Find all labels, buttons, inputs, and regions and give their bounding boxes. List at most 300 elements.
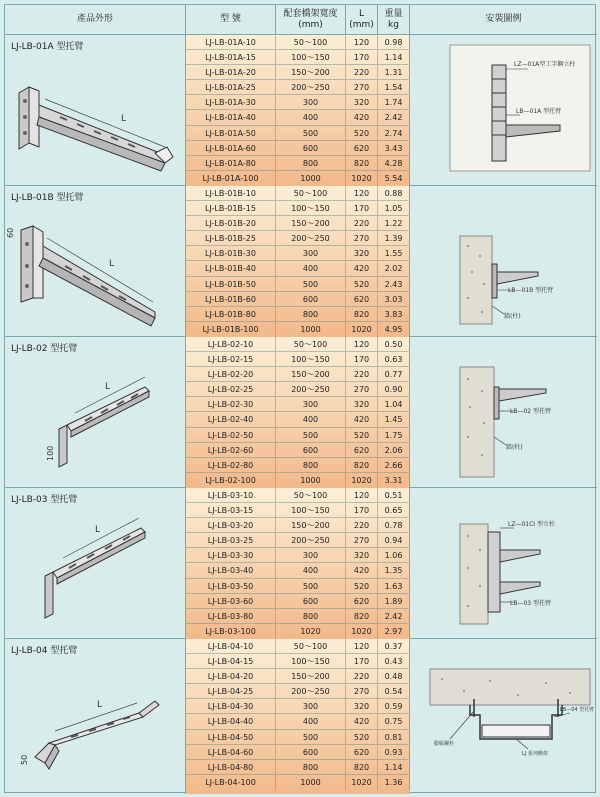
install-04-drawing (410, 639, 597, 790)
dim-h-label: 60 (6, 227, 15, 238)
table-row (186, 80, 410, 95)
table-row (186, 699, 410, 714)
group-lb-02 (5, 337, 597, 488)
table-row (186, 337, 410, 352)
length-cell: 420 (346, 261, 378, 275)
install-label-a: LZ—01CI 型立柱 (508, 521, 555, 528)
dim-h-label: 50 (20, 754, 29, 765)
dim-l-label: L (95, 525, 101, 535)
width-cell: 50～100 (276, 35, 346, 49)
model-cell: LJ-LB-03-80 (186, 609, 276, 623)
width-cell: 600 (276, 443, 346, 457)
weight-cell: 2.74 (378, 126, 410, 140)
header-install: 安裝圖例 (410, 5, 597, 35)
install-01b (410, 186, 597, 337)
width-cell: 800 (276, 307, 346, 321)
length-cell: 820 (346, 458, 378, 472)
length-cell: 320 (346, 246, 378, 260)
model-cell: LJ-LB-01A-100 (186, 171, 276, 186)
length-cell: 170 (346, 352, 378, 366)
width-cell: 150～200 (276, 65, 346, 79)
length-cell: 320 (346, 699, 378, 713)
group-lb-04 (5, 639, 597, 794)
dim-h-label: 100 (46, 445, 55, 461)
length-cell: 120 (346, 35, 378, 49)
spec-table (4, 4, 596, 793)
width-cell: 150～200 (276, 216, 346, 230)
table-row (186, 548, 410, 563)
length-cell: 620 (346, 443, 378, 457)
model-cell: LJ-LB-02-30 (186, 397, 276, 411)
length-cell: 420 (346, 563, 378, 577)
weight-cell: 1.35 (378, 563, 410, 577)
width-cell: 150～200 (276, 518, 346, 532)
weight-cell: 2.43 (378, 277, 410, 291)
table-row (186, 246, 410, 261)
width-cell: 300 (276, 246, 346, 260)
model-cell: LJ-LB-03-40 (186, 563, 276, 577)
table-row (186, 186, 410, 201)
table-row (186, 563, 410, 578)
weight-cell: 0.77 (378, 367, 410, 381)
model-cell: LJ-LB-01A-30 (186, 95, 276, 109)
bracket-03-drawing (5, 488, 186, 639)
weight-cell: 1.54 (378, 80, 410, 94)
length-cell: 420 (346, 412, 378, 426)
install-label-b: LB—01A 型托臂 (516, 108, 562, 115)
model-cell: LJ-LB-01B-40 (186, 261, 276, 275)
weight-cell: 5.54 (378, 171, 410, 186)
weight-cell: 0.51 (378, 488, 410, 502)
length-cell: 820 (346, 760, 378, 774)
width-cell: 1000 (276, 171, 346, 186)
group-title: LJ-LB-01A 型托臂 (11, 42, 84, 52)
width-cell: 50～100 (276, 186, 346, 200)
length-cell: 820 (346, 307, 378, 321)
weight-cell: 0.48 (378, 669, 410, 683)
width-cell: 300 (276, 699, 346, 713)
model-cell: LJ-LB-04-80 (186, 760, 276, 774)
width-cell: 200～250 (276, 231, 346, 245)
weight-cell: 0.98 (378, 35, 410, 49)
weight-cell: 1.04 (378, 397, 410, 411)
table-row (186, 714, 410, 729)
header-shape: 產品外形 (5, 5, 186, 35)
table-row (186, 730, 410, 745)
table-row (186, 684, 410, 699)
weight-cell: 0.94 (378, 533, 410, 547)
length-cell: 320 (346, 397, 378, 411)
length-cell: 420 (346, 714, 378, 728)
length-cell: 620 (346, 141, 378, 155)
width-cell: 50～100 (276, 488, 346, 502)
model-cell: LJ-LB-04-25 (186, 684, 276, 698)
model-cell: LJ-LB-01B-100 (186, 322, 276, 337)
weight-cell: 1.74 (378, 95, 410, 109)
model-cell: LJ-LB-03-25 (186, 533, 276, 547)
table-row (186, 488, 410, 503)
length-cell: 120 (346, 337, 378, 351)
model-cell: LJ-LB-01B-15 (186, 201, 276, 215)
table-row (186, 624, 410, 639)
model-cell: LJ-LB-04-30 (186, 699, 276, 713)
length-cell: 170 (346, 654, 378, 668)
bracket-01b-drawing (5, 186, 186, 337)
weight-cell: 3.03 (378, 292, 410, 306)
install-label-b: 膨脹螺栓 (434, 741, 455, 747)
model-cell: LJ-LB-01A-10 (186, 35, 276, 49)
model-cell: LJ-LB-01B-25 (186, 231, 276, 245)
length-cell: 170 (346, 50, 378, 64)
table-row (186, 322, 410, 337)
length-cell: 270 (346, 533, 378, 547)
table-row (186, 35, 410, 50)
header-width (276, 5, 346, 35)
width-cell: 500 (276, 428, 346, 442)
table-row (186, 639, 410, 654)
model-cell: LJ-LB-03-60 (186, 594, 276, 608)
model-cell: LJ-LB-04-40 (186, 714, 276, 728)
table-row (186, 382, 410, 397)
length-cell: 1020 (346, 775, 378, 790)
table-row (186, 352, 410, 367)
length-cell: 220 (346, 65, 378, 79)
weight-cell: 1.89 (378, 594, 410, 608)
shape-cell-03 (5, 488, 186, 639)
weight-cell: 1.14 (378, 760, 410, 774)
width-cell: 300 (276, 397, 346, 411)
install-03-drawing (410, 488, 597, 639)
width-cell: 1020 (276, 624, 346, 639)
weight-cell: 2.97 (378, 624, 410, 639)
weight-cell: 0.93 (378, 745, 410, 759)
length-cell: 220 (346, 367, 378, 381)
width-cell: 1000 (276, 322, 346, 337)
model-cell: LJ-LB-03-10 (186, 488, 276, 502)
weight-cell: 0.81 (378, 730, 410, 744)
width-cell: 400 (276, 563, 346, 577)
bracket-04-drawing (5, 639, 186, 790)
weight-cell: 0.63 (378, 352, 410, 366)
width-cell: 600 (276, 292, 346, 306)
table-row (186, 292, 410, 307)
model-cell: LJ-LB-01A-15 (186, 50, 276, 64)
install-label-b: 牆(柱) (504, 313, 521, 320)
weight-cell: 1.45 (378, 412, 410, 426)
width-cell: 500 (276, 277, 346, 291)
width-cell: 100～150 (276, 503, 346, 517)
group-title: LJ-LB-03 型托臂 (11, 495, 78, 505)
weight-cell: 0.50 (378, 337, 410, 351)
width-cell: 300 (276, 548, 346, 562)
table-row (186, 503, 410, 518)
header-width-line1: 配套橋架寬度 (283, 8, 338, 19)
model-cell: LJ-LB-01B-60 (186, 292, 276, 306)
rows-01a (186, 35, 410, 186)
table-row (186, 669, 410, 684)
width-cell: 800 (276, 156, 346, 170)
install-label-a: LZ—01A型工字鋼立柱 (514, 61, 576, 68)
width-cell: 100～150 (276, 352, 346, 366)
width-cell: 400 (276, 110, 346, 124)
header-length-line1: L (358, 8, 364, 19)
weight-cell: 0.78 (378, 518, 410, 532)
width-cell: 50～100 (276, 337, 346, 351)
rows-04 (186, 639, 410, 794)
install-label-c: LJ 系列橋架 (522, 751, 548, 757)
model-cell: LJ-LB-02-40 (186, 412, 276, 426)
length-cell: 820 (346, 156, 378, 170)
model-cell: LJ-LB-03-15 (186, 503, 276, 517)
model-cell: LJ-LB-01A-80 (186, 156, 276, 170)
table-row (186, 277, 410, 292)
install-label-a: LB—02 型托臂 (510, 408, 552, 415)
model-cell: LJ-LB-02-10 (186, 337, 276, 351)
install-02 (410, 337, 597, 488)
install-02-drawing (410, 337, 597, 488)
weight-cell: 1.63 (378, 579, 410, 593)
table-row (186, 397, 410, 412)
length-cell: 270 (346, 80, 378, 94)
model-cell: LJ-LB-01A-20 (186, 65, 276, 79)
install-label-a: LB—01B 型托臂 (508, 287, 554, 294)
table-row (186, 533, 410, 548)
width-cell: 100～150 (276, 654, 346, 668)
table-row (186, 171, 410, 186)
header-width-line2: (mm) (298, 19, 323, 30)
width-cell: 800 (276, 609, 346, 623)
table-row (186, 594, 410, 609)
table-row (186, 473, 410, 488)
group-lb-03 (5, 488, 597, 639)
weight-cell: 2.06 (378, 443, 410, 457)
width-cell: 500 (276, 579, 346, 593)
length-cell: 220 (346, 216, 378, 230)
length-cell: 620 (346, 292, 378, 306)
weight-cell: 1.36 (378, 775, 410, 790)
weight-cell: 0.59 (378, 699, 410, 713)
weight-cell: 1.31 (378, 65, 410, 79)
shape-cell-01a (5, 35, 186, 186)
weight-cell: 3.43 (378, 141, 410, 155)
table-row (186, 367, 410, 382)
width-cell: 500 (276, 126, 346, 140)
rows-02 (186, 337, 410, 488)
table-row (186, 307, 410, 322)
model-cell: LJ-LB-01A-50 (186, 126, 276, 140)
install-01b-drawing (410, 186, 597, 337)
length-cell: 270 (346, 684, 378, 698)
length-cell: 220 (346, 518, 378, 532)
weight-cell: 1.06 (378, 548, 410, 562)
weight-cell: 0.88 (378, 186, 410, 200)
table-row (186, 201, 410, 216)
length-cell: 1020 (346, 171, 378, 186)
install-label-a: LB—04 型托臂 (560, 707, 595, 713)
model-cell: LJ-LB-04-15 (186, 654, 276, 668)
width-cell: 100～150 (276, 50, 346, 64)
width-cell: 400 (276, 261, 346, 275)
model-cell: LJ-LB-01B-20 (186, 216, 276, 230)
width-cell: 150～200 (276, 669, 346, 683)
table-row (186, 518, 410, 533)
weight-cell: 3.31 (378, 473, 410, 488)
install-04 (410, 639, 597, 794)
install-01a (410, 35, 597, 186)
model-cell: LJ-LB-01B-80 (186, 307, 276, 321)
width-cell: 600 (276, 745, 346, 759)
header-model: 型 號 (186, 5, 276, 35)
table-row (186, 412, 410, 427)
length-cell: 170 (346, 201, 378, 215)
weight-cell: 2.42 (378, 110, 410, 124)
model-cell: LJ-LB-03-50 (186, 579, 276, 593)
width-cell: 50～100 (276, 639, 346, 653)
weight-cell: 0.65 (378, 503, 410, 517)
model-cell: LJ-LB-04-50 (186, 730, 276, 744)
table-row (186, 156, 410, 171)
length-cell: 1020 (346, 473, 378, 488)
length-cell: 520 (346, 428, 378, 442)
model-cell: LJ-LB-04-10 (186, 639, 276, 653)
length-cell: 1020 (346, 624, 378, 639)
width-cell: 1000 (276, 473, 346, 488)
length-cell: 820 (346, 609, 378, 623)
weight-cell: 1.14 (378, 50, 410, 64)
length-cell: 120 (346, 186, 378, 200)
shape-cell-04 (5, 639, 186, 794)
weight-cell: 2.42 (378, 609, 410, 623)
weight-cell: 0.90 (378, 382, 410, 396)
table-row (186, 141, 410, 156)
model-cell: LJ-LB-01A-60 (186, 141, 276, 155)
model-cell: LJ-LB-02-20 (186, 367, 276, 381)
model-cell: LJ-LB-03-100 (186, 624, 276, 639)
model-cell: LJ-LB-02-60 (186, 443, 276, 457)
dim-l-label: L (105, 382, 111, 392)
model-cell: LJ-LB-02-100 (186, 473, 276, 488)
model-cell: LJ-LB-04-100 (186, 775, 276, 790)
table-row (186, 654, 410, 669)
table-row (186, 428, 410, 443)
table-row (186, 458, 410, 473)
length-cell: 620 (346, 745, 378, 759)
group-title: LJ-LB-02 型托臂 (11, 344, 78, 354)
shape-cell-02 (5, 337, 186, 488)
width-cell: 800 (276, 760, 346, 774)
model-cell: LJ-LB-02-50 (186, 428, 276, 442)
length-cell: 320 (346, 95, 378, 109)
table-row (186, 231, 410, 246)
length-cell: 1020 (346, 322, 378, 337)
length-cell: 420 (346, 110, 378, 124)
bracket-01a-drawing (5, 35, 186, 186)
install-label-b: 牆(柱) (506, 444, 523, 451)
width-cell: 1000 (276, 775, 346, 790)
bracket-02-drawing (5, 337, 186, 488)
group-lb-01a (5, 35, 597, 186)
width-cell: 200～250 (276, 533, 346, 547)
install-03 (410, 488, 597, 639)
width-cell: 800 (276, 458, 346, 472)
width-cell: 200～250 (276, 684, 346, 698)
width-cell: 150～200 (276, 367, 346, 381)
length-cell: 520 (346, 277, 378, 291)
length-cell: 520 (346, 579, 378, 593)
install-01a-drawing (410, 35, 597, 186)
install-label-b: LB—03 型托臂 (510, 600, 552, 607)
table-row (186, 760, 410, 775)
length-cell: 270 (346, 382, 378, 396)
header-weight-line1: 重量 (384, 8, 403, 19)
model-cell: LJ-LB-01A-40 (186, 110, 276, 124)
model-cell: LJ-LB-01B-50 (186, 277, 276, 291)
table-row (186, 609, 410, 624)
width-cell: 100～150 (276, 201, 346, 215)
group-lb-01b (5, 186, 597, 337)
weight-cell: 0.43 (378, 654, 410, 668)
dim-l-label: L (121, 114, 127, 124)
width-cell: 500 (276, 730, 346, 744)
model-cell: LJ-LB-02-25 (186, 382, 276, 396)
length-cell: 520 (346, 730, 378, 744)
length-cell: 170 (346, 503, 378, 517)
table-row (186, 745, 410, 760)
header-weight (378, 5, 410, 35)
model-cell: LJ-LB-02-15 (186, 352, 276, 366)
width-cell: 200～250 (276, 382, 346, 396)
weight-cell: 1.39 (378, 231, 410, 245)
weight-cell: 1.55 (378, 246, 410, 260)
model-cell: LJ-LB-03-20 (186, 518, 276, 532)
model-cell: LJ-LB-02-80 (186, 458, 276, 472)
weight-cell: 2.02 (378, 261, 410, 275)
table-row (186, 95, 410, 110)
dim-l-label: L (97, 700, 103, 710)
width-cell: 400 (276, 714, 346, 728)
length-cell: 270 (346, 231, 378, 245)
length-cell: 220 (346, 669, 378, 683)
model-cell: LJ-LB-04-20 (186, 669, 276, 683)
model-cell: LJ-LB-01B-10 (186, 186, 276, 200)
table-row (186, 443, 410, 458)
table-row (186, 261, 410, 276)
table-row (186, 579, 410, 594)
table-row (186, 50, 410, 65)
width-cell: 600 (276, 141, 346, 155)
header-length (346, 5, 378, 35)
weight-cell: 1.05 (378, 201, 410, 215)
header-weight-line2: kg (388, 19, 399, 30)
weight-cell: 2.66 (378, 458, 410, 472)
weight-cell: 1.22 (378, 216, 410, 230)
table-row (186, 216, 410, 231)
width-cell: 400 (276, 412, 346, 426)
group-title: LJ-LB-04 型托臂 (11, 646, 78, 656)
weight-cell: 0.54 (378, 684, 410, 698)
rows-01b (186, 186, 410, 337)
model-cell: LJ-LB-04-60 (186, 745, 276, 759)
table-row (186, 65, 410, 80)
weight-cell: 0.37 (378, 639, 410, 653)
table-row (186, 775, 410, 790)
model-cell: LJ-LB-01A-25 (186, 80, 276, 94)
shape-cell-01b (5, 186, 186, 337)
header-length-line2: (mm) (349, 19, 374, 30)
group-title: LJ-LB-01B 型托臂 (11, 193, 84, 203)
weight-cell: 1.75 (378, 428, 410, 442)
table-row (186, 126, 410, 141)
